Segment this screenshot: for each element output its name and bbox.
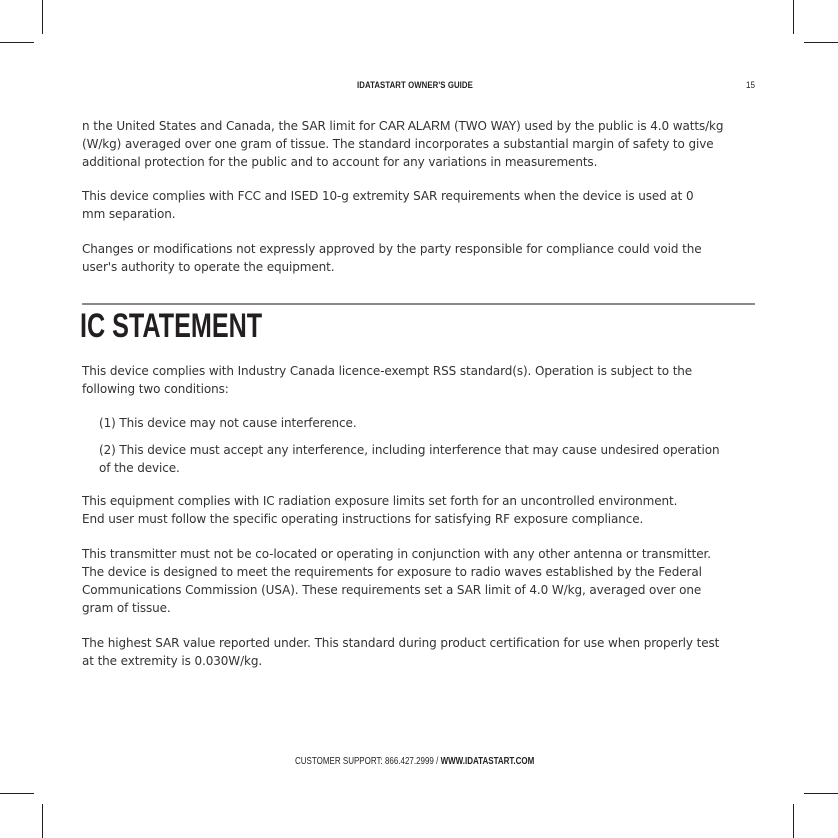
ic-exposure-paragraph: This equipment complies with IC radiation exposure limits set forth for an uncontrolled environment. End user must follow the specific operating instructions for satisfying RF exposure compliance.	[82, 494, 678, 526]
crop-mark	[804, 42, 838, 43]
changes-paragraph: Changes or modifications not expressly approved by the party responsible for compliance could void the user's authority to operate the equipment.	[82, 242, 702, 274]
website-link[interactable]: WWW.IDATASTART.COM	[440, 756, 535, 767]
ic-condition-1: (1) This device may not cause interference.	[99, 416, 357, 430]
crop-mark	[42, 804, 43, 838]
fcc-ised-paragraph: This device complies with FCC and ISED 10-g extremity SAR requirements when the device is used at 0 mm separation.	[82, 189, 694, 221]
crop-mark	[793, 0, 794, 34]
section-title: IC STATEMENT	[80, 307, 263, 345]
page-header-title: IDATASTART OWNER'S GUIDE	[357, 80, 473, 91]
page-number: 15	[746, 80, 755, 91]
device-name: CAR ALARM	[378, 119, 451, 133]
crop-mark	[0, 793, 34, 794]
crop-mark	[804, 793, 838, 794]
sar-intro-paragraph	[82, 117, 782, 171]
sar-intro-line-2: (W/kg) averaged over one gram of tissue. The standard incorporates a substantial margin of safety to give	[82, 137, 714, 151]
ic-highest-sar-paragraph: The highest SAR value reported under. This standard during product certification for use when properly test at the extremity is 0.030W/kg.	[82, 636, 720, 668]
ic-intro-paragraph: This device complies with Industry Canada licence-exempt RSS standard(s). Operation is subject to the following two conditions:	[82, 364, 693, 396]
support-phone: CUSTOMER SUPPORT: 866.427.2999	[295, 756, 434, 767]
crop-mark	[42, 0, 43, 34]
ic-condition-2: (2) This device must accept any interference, including interference that may cause undesired operation of the device.	[99, 443, 720, 475]
crop-mark	[0, 42, 34, 43]
page-footer	[295, 756, 534, 767]
footer-separator: /	[433, 756, 441, 767]
section-divider	[82, 303, 755, 305]
sar-intro-line-3: additional protection for the public and to account for any variations in measurements.	[82, 155, 598, 169]
ic-colocation-paragraph: This transmitter must not be co-located or operating in conjunction with any other antenna or transmitter. The device is designed to meet the requirements for exposure to radio waves established by the Federal Communications Commission (USA). These requirements set a SAR limit of 4.0 W/kg, averaged over one gram of tissue.	[82, 547, 711, 615]
sar-intro-line-1: n the United States and Canada, the SAR limit for CAR ALARM (TWO WAY) used by the public is 4.0 watts/kg	[82, 119, 724, 133]
crop-mark	[793, 804, 794, 838]
